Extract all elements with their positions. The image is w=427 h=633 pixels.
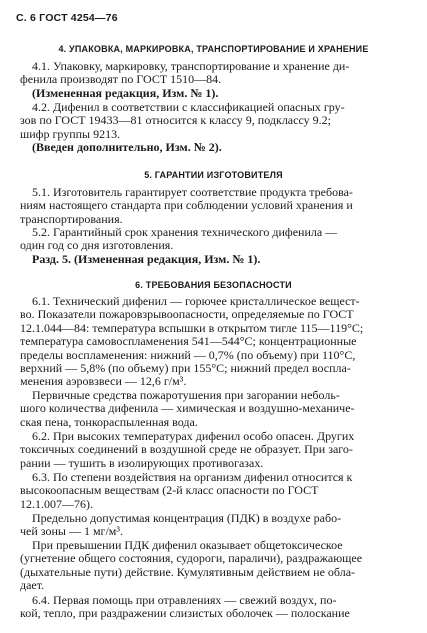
paragraph-6-3-effects: При превышении ПДК дифенил оказывает общетоксическое (угнетение общего состояния, судороги, параличи), раздражающее (дыхательные пути) действие. Кумулятивным действием не обла- дает.	[20, 538, 363, 593]
paragraph-4-2: 4.2. Дифенил в соответствии с классификацией опасных гру- зов по ГОСТ 19433—81 относится к классу 9, подклассу 9.2; шифр группы 9213.	[20, 100, 345, 141]
section-4-title: 4. УПАКОВКА, МАРКИРОВКА, ТРАНСПОРТИРОВАНИЕ И ХРАНЕНИЕ	[58, 44, 369, 54]
paragraph-4-1-note: (Измененная редакция, Изм. № 1).	[20, 86, 219, 100]
paragraph-6-3: 6.3. По степени воздействия на организм дифенил относится к высокоопасным веществам (2-й класс опасности по ГОСТ 12.1.007—76).	[20, 470, 353, 511]
section-6-title: 6. ТРЕБОВАНИЯ БЕЗОПАСНОСТИ	[135, 280, 292, 290]
paragraph-5-note: Разд. 5. (Измененная редакция, Изм. № 1).	[20, 252, 261, 266]
paragraph-4-1: 4.1. Упаковку, маркировку, транспортирование и хранение ди- фенила производят по ГОСТ 1510—84.	[20, 59, 350, 87]
paragraph-6-1-extinguish: Первичные средства пожаротушения при загорании неболь- шого количества дифенила — химическая и воздушно-механиче- ская пена, тонкораспыленная вода.	[20, 388, 355, 429]
paragraph-6-4: 6.4. Первая помощь при отравлениях — свежий воздух, по- кой, тепло, при раздражении слизистых оболочек — полоскание	[20, 593, 350, 621]
paragraph-6-1: 6.1. Технический дифенил — горючее кристаллическое вещест- во. Показатели пожаровзрывоопасности, определяемые по ГОСТ 12.1.044—84: температура вспышки в открытом тигле 115—119°С; температура самовоспламенения 541—544°С; концентрационные пределы воспламенения: нижний — 0,7% (по объему) при 110°С, верхний — 5,8% (по объему) при 155°С; нижний предел воспла- менения аэровзвеси — 12,6 г/м³.	[20, 294, 364, 389]
paragraph-5-1: 5.1. Изготовитель гарантирует соответствие продукта требова- ниям настоящего стандарта при соблюдении условий хранения и транспортирования.	[20, 185, 353, 226]
section-5-title: 5. ГАРАНТИИ ИЗГОТОВИТЕЛЯ	[144, 170, 283, 180]
paragraph-6-2: 6.2. При высоких температурах дифенил особо опасен. Других токсичных соединений в воздушной среде не образует. При заго- рании — тушить в изолирующих противогазах.	[20, 429, 355, 470]
paragraph-5-2: 5.2. Гарантийный срок хранения технического дифенила — один год со дня изготовления.	[20, 225, 338, 253]
paragraph-4-2-note: (Введен дополнительно, Изм. № 2).	[20, 140, 222, 154]
page-header: С. 6 ГОСТ 4254—76	[16, 12, 118, 24]
paragraph-6-3-pdk: Предельно допустимая концентрация (ПДК) в воздухе рабо- чей зоны — 1 мг/м³.	[20, 511, 342, 539]
